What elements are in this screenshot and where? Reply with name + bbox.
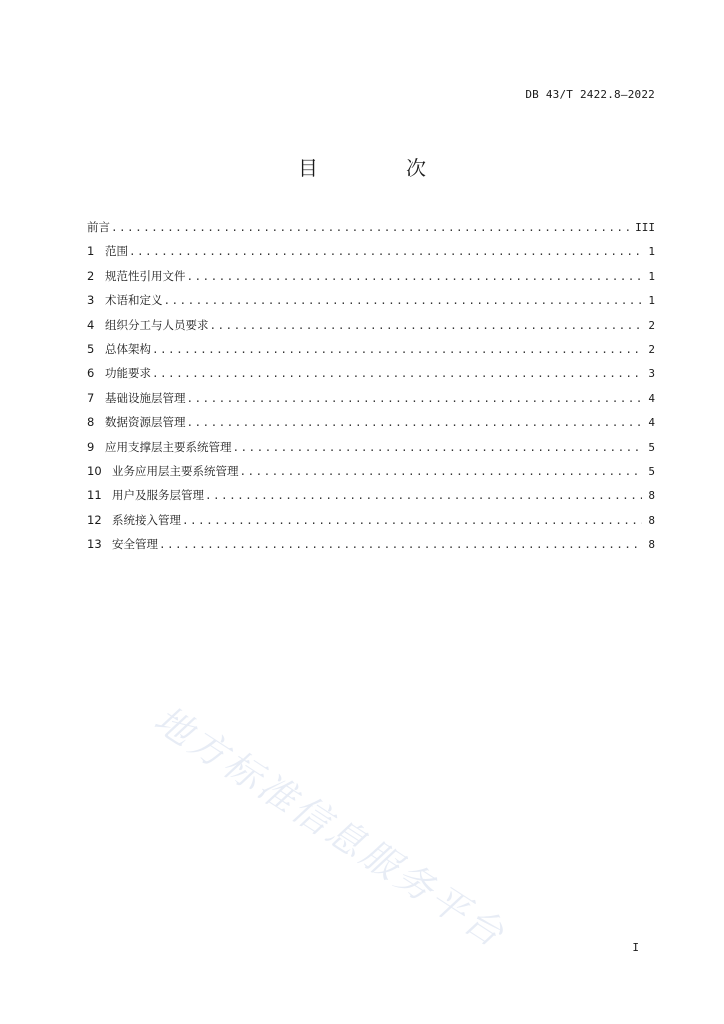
toc-entry-label: 数据资源层管理	[105, 415, 186, 430]
toc-entry-label: 安全管理	[112, 537, 158, 552]
toc-leader-dots	[205, 489, 642, 502]
document-code: DB 43/T 2422.8—2022	[525, 88, 655, 101]
toc-entry-1[interactable]	[87, 243, 655, 267]
toc-entry-label: 前言	[87, 220, 110, 234]
toc-leader-dots	[210, 319, 643, 332]
toc-entry-page: 1	[648, 245, 655, 259]
toc-entry-page: 2	[648, 342, 655, 356]
toc-entry-page: 5	[648, 440, 655, 454]
watermark: 地方标准信息服务平台	[146, 697, 514, 957]
toc-leader-dots	[152, 367, 642, 380]
toc-entry-10[interactable]	[87, 463, 655, 487]
toc-leader-dots	[164, 294, 643, 307]
toc-entry-9[interactable]	[87, 439, 655, 463]
toc-entry-6[interactable]	[87, 365, 655, 389]
toc-leader-dots	[187, 392, 643, 405]
toc-entry-number: 3	[87, 293, 95, 308]
toc-entry-label: 术语和定义	[105, 293, 163, 308]
toc-entry-page: 5	[648, 464, 655, 478]
toc-leader-dots	[187, 416, 643, 429]
toc-entry-8[interactable]	[87, 414, 655, 438]
toc-entry-3[interactable]	[87, 292, 655, 316]
toc-leader-dots	[152, 343, 642, 356]
toc-entry-number: 2	[87, 268, 95, 283]
toc-entry-label: 应用支撑层主要系统管理	[105, 439, 232, 454]
toc-entry-number: 8	[87, 415, 95, 430]
toc-title: 目 次	[298, 156, 460, 180]
toc-entry-7[interactable]	[87, 390, 655, 414]
toc-entry-page: 3	[648, 367, 655, 381]
toc-entry-label: 业务应用层主要系统管理	[112, 463, 239, 478]
toc-entry-page: III	[635, 221, 655, 234]
toc-entry-label: 功能要求	[105, 366, 151, 381]
toc-leader-dots	[233, 441, 643, 454]
toc-entry-page: 8	[648, 513, 655, 527]
toc-leader-dots	[159, 538, 642, 551]
toc-entry-number: 1	[87, 244, 95, 259]
toc-entry-page: 4	[648, 416, 655, 430]
toc-entry-number: 7	[87, 390, 95, 405]
toc-entry-page: 1	[648, 269, 655, 283]
toc-entry-number: 5	[87, 341, 95, 356]
toc-entry-5[interactable]	[87, 341, 655, 365]
toc-entry-page: 8	[648, 489, 655, 503]
toc-leader-dots	[129, 245, 642, 258]
toc-entry-number: 12	[87, 512, 102, 527]
toc-entry-page: 2	[648, 318, 655, 332]
toc-entry-12[interactable]	[87, 512, 655, 536]
table-of-contents	[87, 219, 655, 560]
toc-entry-page: 4	[648, 391, 655, 405]
toc-entry-13[interactable]	[87, 536, 655, 560]
toc-entry-2[interactable]	[87, 268, 655, 292]
toc-entry-number: 10	[87, 463, 102, 478]
toc-entry-label: 系统接入管理	[112, 512, 181, 527]
toc-entry-number: 6	[87, 366, 95, 381]
toc-entry-number: 9	[87, 439, 95, 454]
toc-entry-label: 组织分工与人员要求	[105, 317, 209, 332]
toc-entry-label: 规范性引用文件	[105, 268, 186, 283]
toc-entry-label: 基础设施层管理	[105, 390, 186, 405]
page-number: I	[632, 941, 639, 954]
toc-leader-dots	[187, 270, 643, 283]
toc-entry-number: 13	[87, 537, 102, 552]
toc-entry-number: 4	[87, 317, 95, 332]
toc-entry-label: 范围	[105, 244, 128, 259]
toc-entry-number: 11	[87, 488, 102, 503]
toc-leader-dots	[111, 221, 629, 234]
toc-leader-dots	[240, 465, 643, 478]
toc-entry-label: 总体架构	[105, 341, 151, 356]
toc-entry-4[interactable]	[87, 317, 655, 341]
toc-entry-11[interactable]	[87, 487, 655, 511]
toc-entry-label: 用户及服务层管理	[112, 488, 204, 503]
toc-entry-page: 8	[648, 538, 655, 552]
toc-leader-dots	[182, 514, 642, 527]
toc-entry-foreword[interactable]	[87, 219, 655, 243]
toc-entry-page: 1	[648, 294, 655, 308]
